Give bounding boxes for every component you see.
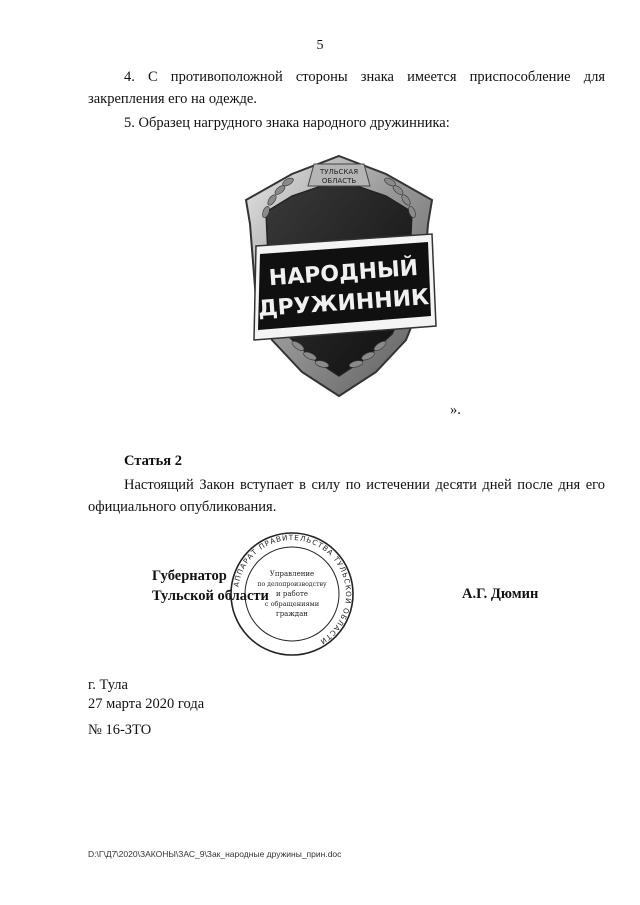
paragraph-5: 5. Образец нагрудного знака народного дружинника: bbox=[124, 115, 450, 131]
article-text: Настоящий Закон вступает в силу по истечении десяти дней после дня его официального опубликования. bbox=[88, 477, 605, 515]
law-number: № 16-ЗТО bbox=[88, 722, 152, 738]
badge-top-text-2: ОБЛАСТЬ bbox=[321, 177, 357, 185]
signature-position-line2: Тульской области bbox=[152, 588, 269, 604]
footer-file-path: D:\Г\Д7\2020\ЗАКОНЫ\ЗАС_9\Зак_народные дружины_прин.doc bbox=[88, 849, 342, 859]
signature-name: А.Г. Дюмин bbox=[462, 586, 539, 602]
people-guard-badge-image bbox=[236, 150, 442, 400]
page-number: 5 bbox=[316, 38, 324, 53]
official-stamp bbox=[228, 530, 356, 658]
stamp-center-3: и работе bbox=[276, 590, 308, 598]
stamp-center-2: по делопроизводству bbox=[257, 581, 327, 588]
date: 27 марта 2020 года bbox=[88, 696, 205, 712]
paragraph-4: 4. С противоположной стороны знака имеется приспособление для закрепления его на одежде. bbox=[88, 69, 605, 107]
quote-close: ». bbox=[450, 402, 461, 418]
signature-position-line1: Губернатор bbox=[152, 568, 227, 584]
stamp-center-4: с обращениями bbox=[264, 600, 320, 608]
badge-top-text-1: ТУЛЬСКАЯ bbox=[319, 168, 359, 176]
badge-ribbon-text-1: НАРОДНЫЙ bbox=[268, 255, 419, 292]
stamp-center-5: граждан bbox=[276, 610, 308, 618]
stamp-ring-text: АППАРАТ ПРАВИТЕЛЬСТВА ТУЛЬСКОЙ ОБЛАСТИ bbox=[231, 532, 354, 647]
stamp-center-1: Управление bbox=[269, 570, 315, 578]
place: г. Тула bbox=[88, 677, 128, 693]
article-title: Статья 2 bbox=[124, 453, 182, 469]
badge-ribbon-text-2: ДРУЖИННИК bbox=[257, 285, 430, 322]
place-date bbox=[88, 676, 204, 714]
